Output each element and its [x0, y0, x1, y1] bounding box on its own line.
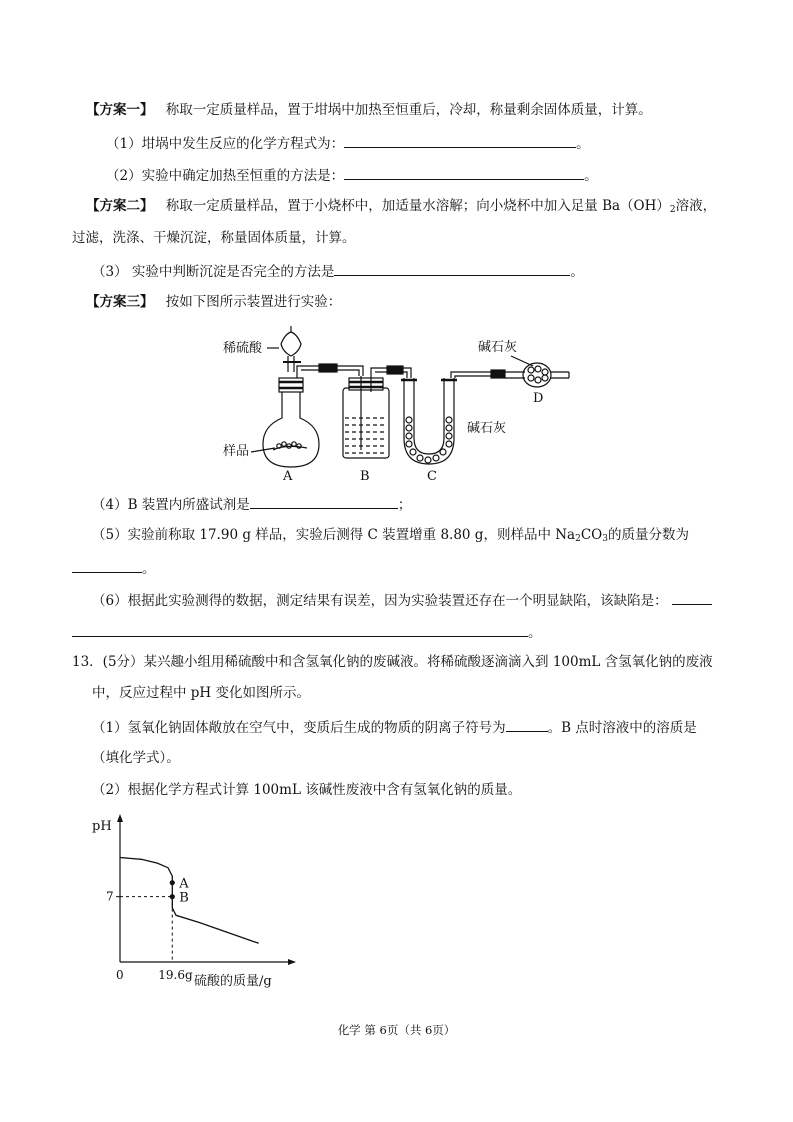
wash-bottle-b [343, 376, 389, 458]
question-2 [106, 165, 598, 185]
question-5-text: （5）实验前称取 17.90 g 样品，实验后测得 C 装置增重 8.80 g，则样品中 Na [92, 527, 576, 543]
question-3-text: （3） 实验中判断沉淀是否完全的方法是 [92, 264, 335, 280]
answer-blank-1[interactable] [344, 133, 576, 148]
plan3-title: 【方案三】 [86, 294, 154, 310]
separatory-funnel [267, 326, 301, 372]
origin-label: 0 [116, 968, 124, 982]
flask-a [251, 378, 319, 467]
question-6-end: 。 [528, 625, 542, 641]
answer-blank-2[interactable] [344, 165, 584, 180]
answer-blank-13-1a[interactable] [506, 717, 548, 732]
label-sample: 样品 [223, 444, 250, 459]
plan2-line-2 [72, 229, 356, 247]
point-label-b: B [179, 890, 189, 906]
plan2-text-end: 溶液， [675, 198, 717, 214]
answer-blank-3[interactable] [334, 261, 570, 276]
question-13-stem-2: 中，反应过程中 pH 变化如图所示。 [92, 685, 310, 701]
plan2-text-2: 过滤，洗涤、干燥沉淀，称量固体质量，计算。 [72, 230, 356, 246]
label-soda-lime-top: 碱石灰 [478, 340, 518, 355]
answer-blank-4[interactable] [250, 494, 398, 509]
question-13-1-line-2 [92, 749, 180, 767]
label-soda-lime-side: 碱石灰 [467, 421, 507, 436]
question-4-end: ； [397, 497, 412, 513]
label-dilute-sulfuric-acid: 稀硫酸 [223, 341, 263, 356]
plan3-text: 按如下图所示装置进行实验： [165, 294, 342, 310]
point-b [170, 894, 175, 899]
plan1-title: 【方案一】 [86, 102, 154, 118]
answer-blank-6a[interactable] [672, 590, 712, 605]
question-13-1-text: （1）氢氧化钠固体敞放在空气中，变质后生成的物质的阴离子符号为 [92, 720, 506, 736]
x-axis-arrow [288, 959, 296, 965]
y-axis-label: pH [92, 819, 112, 834]
question-13-2-text: （2）根据化学方程式计算 100mL 该碱性废液中含有氢氧化钠的质量。 [92, 782, 522, 798]
question-3-end: 。 [570, 264, 584, 280]
x-axis-label: 硫酸的质量/g [194, 974, 272, 989]
question-13-1-text-c: （填化学式）。 [92, 750, 180, 766]
label-a: A [283, 469, 293, 484]
y-tick-label-7: 7 [106, 889, 114, 904]
question-1-end: 。 [576, 136, 590, 152]
question-13-stem [72, 653, 713, 671]
question-5-text-end: 的质量分数为 [607, 527, 689, 543]
drying-tube-d [505, 356, 569, 387]
question-13-stem-1: 13．(5分）某兴趣小组用稀硫酸中和含氢氧化钠的废碱液。将稀硫酸逐滴滴入到 100mL 含氢氧化钠的废液 [72, 654, 713, 670]
plan3-line [86, 293, 341, 311]
question-6-text: （6）根据此实验测得的数据，测定结果有误差，因为实验装置还存在一个明显缺陷，该缺陷是： [92, 593, 668, 609]
page-footer: 化学 第 6页（共 6页） [337, 1023, 456, 1037]
y-axis-arrow [117, 814, 123, 822]
point-label-a: A [179, 876, 189, 892]
question-5 [92, 526, 689, 548]
plan2-text: 称取一定质量样品，置于小烧杯中，加适量水溶解；向小烧杯中加入足量 Ba（OH） [165, 198, 670, 214]
question-1-text: （1）坩埚中发生反应的化学方程式为： [106, 136, 345, 152]
label-c: C [427, 469, 437, 484]
question-5-co: CO [580, 527, 603, 543]
question-4 [92, 494, 411, 514]
plan1-line [86, 101, 652, 119]
question-5-sub-2: 3 [602, 534, 608, 544]
ph-curve-line [120, 858, 259, 944]
plan1-text: 称取一定质量样品，置于坩埚中加热至恒重后，冷却，称量剩余固体质量，计算。 [165, 102, 652, 118]
answer-blank-6b[interactable] [72, 622, 528, 637]
plan2-subscript: 2 [669, 205, 676, 215]
x-marker-label: 19.6g [158, 968, 193, 982]
plan2-line [86, 197, 716, 219]
question-5-end: 。 [142, 561, 156, 577]
question-2-text: （2）实验中确定加热至恒重的方法是： [106, 168, 345, 184]
question-2-end: 。 [584, 168, 598, 184]
question-13-2 [92, 781, 521, 799]
question-13-1 [92, 717, 697, 737]
question-6 [92, 590, 712, 610]
question-1 [106, 133, 590, 153]
apparatus-diagram [215, 322, 585, 487]
question-3 [92, 261, 584, 281]
question-5-answer-line [72, 558, 156, 578]
label-b: B [360, 469, 370, 484]
question-4-text: （4）B 装置内所盛试剂是 [92, 497, 250, 513]
question-6-answer-line [72, 622, 542, 642]
u-tube-c [401, 378, 457, 464]
answer-blank-5[interactable] [72, 558, 142, 573]
label-d: D [533, 391, 544, 406]
question-13-1-text-b: 。B 点时溶液中的溶质是 [547, 720, 697, 736]
question-13-stem-line-2 [92, 684, 310, 702]
ph-chart [80, 812, 300, 990]
point-a [170, 880, 175, 885]
plan2-title: 【方案二】 [86, 198, 154, 214]
question-5-sub-1: 2 [575, 534, 581, 544]
